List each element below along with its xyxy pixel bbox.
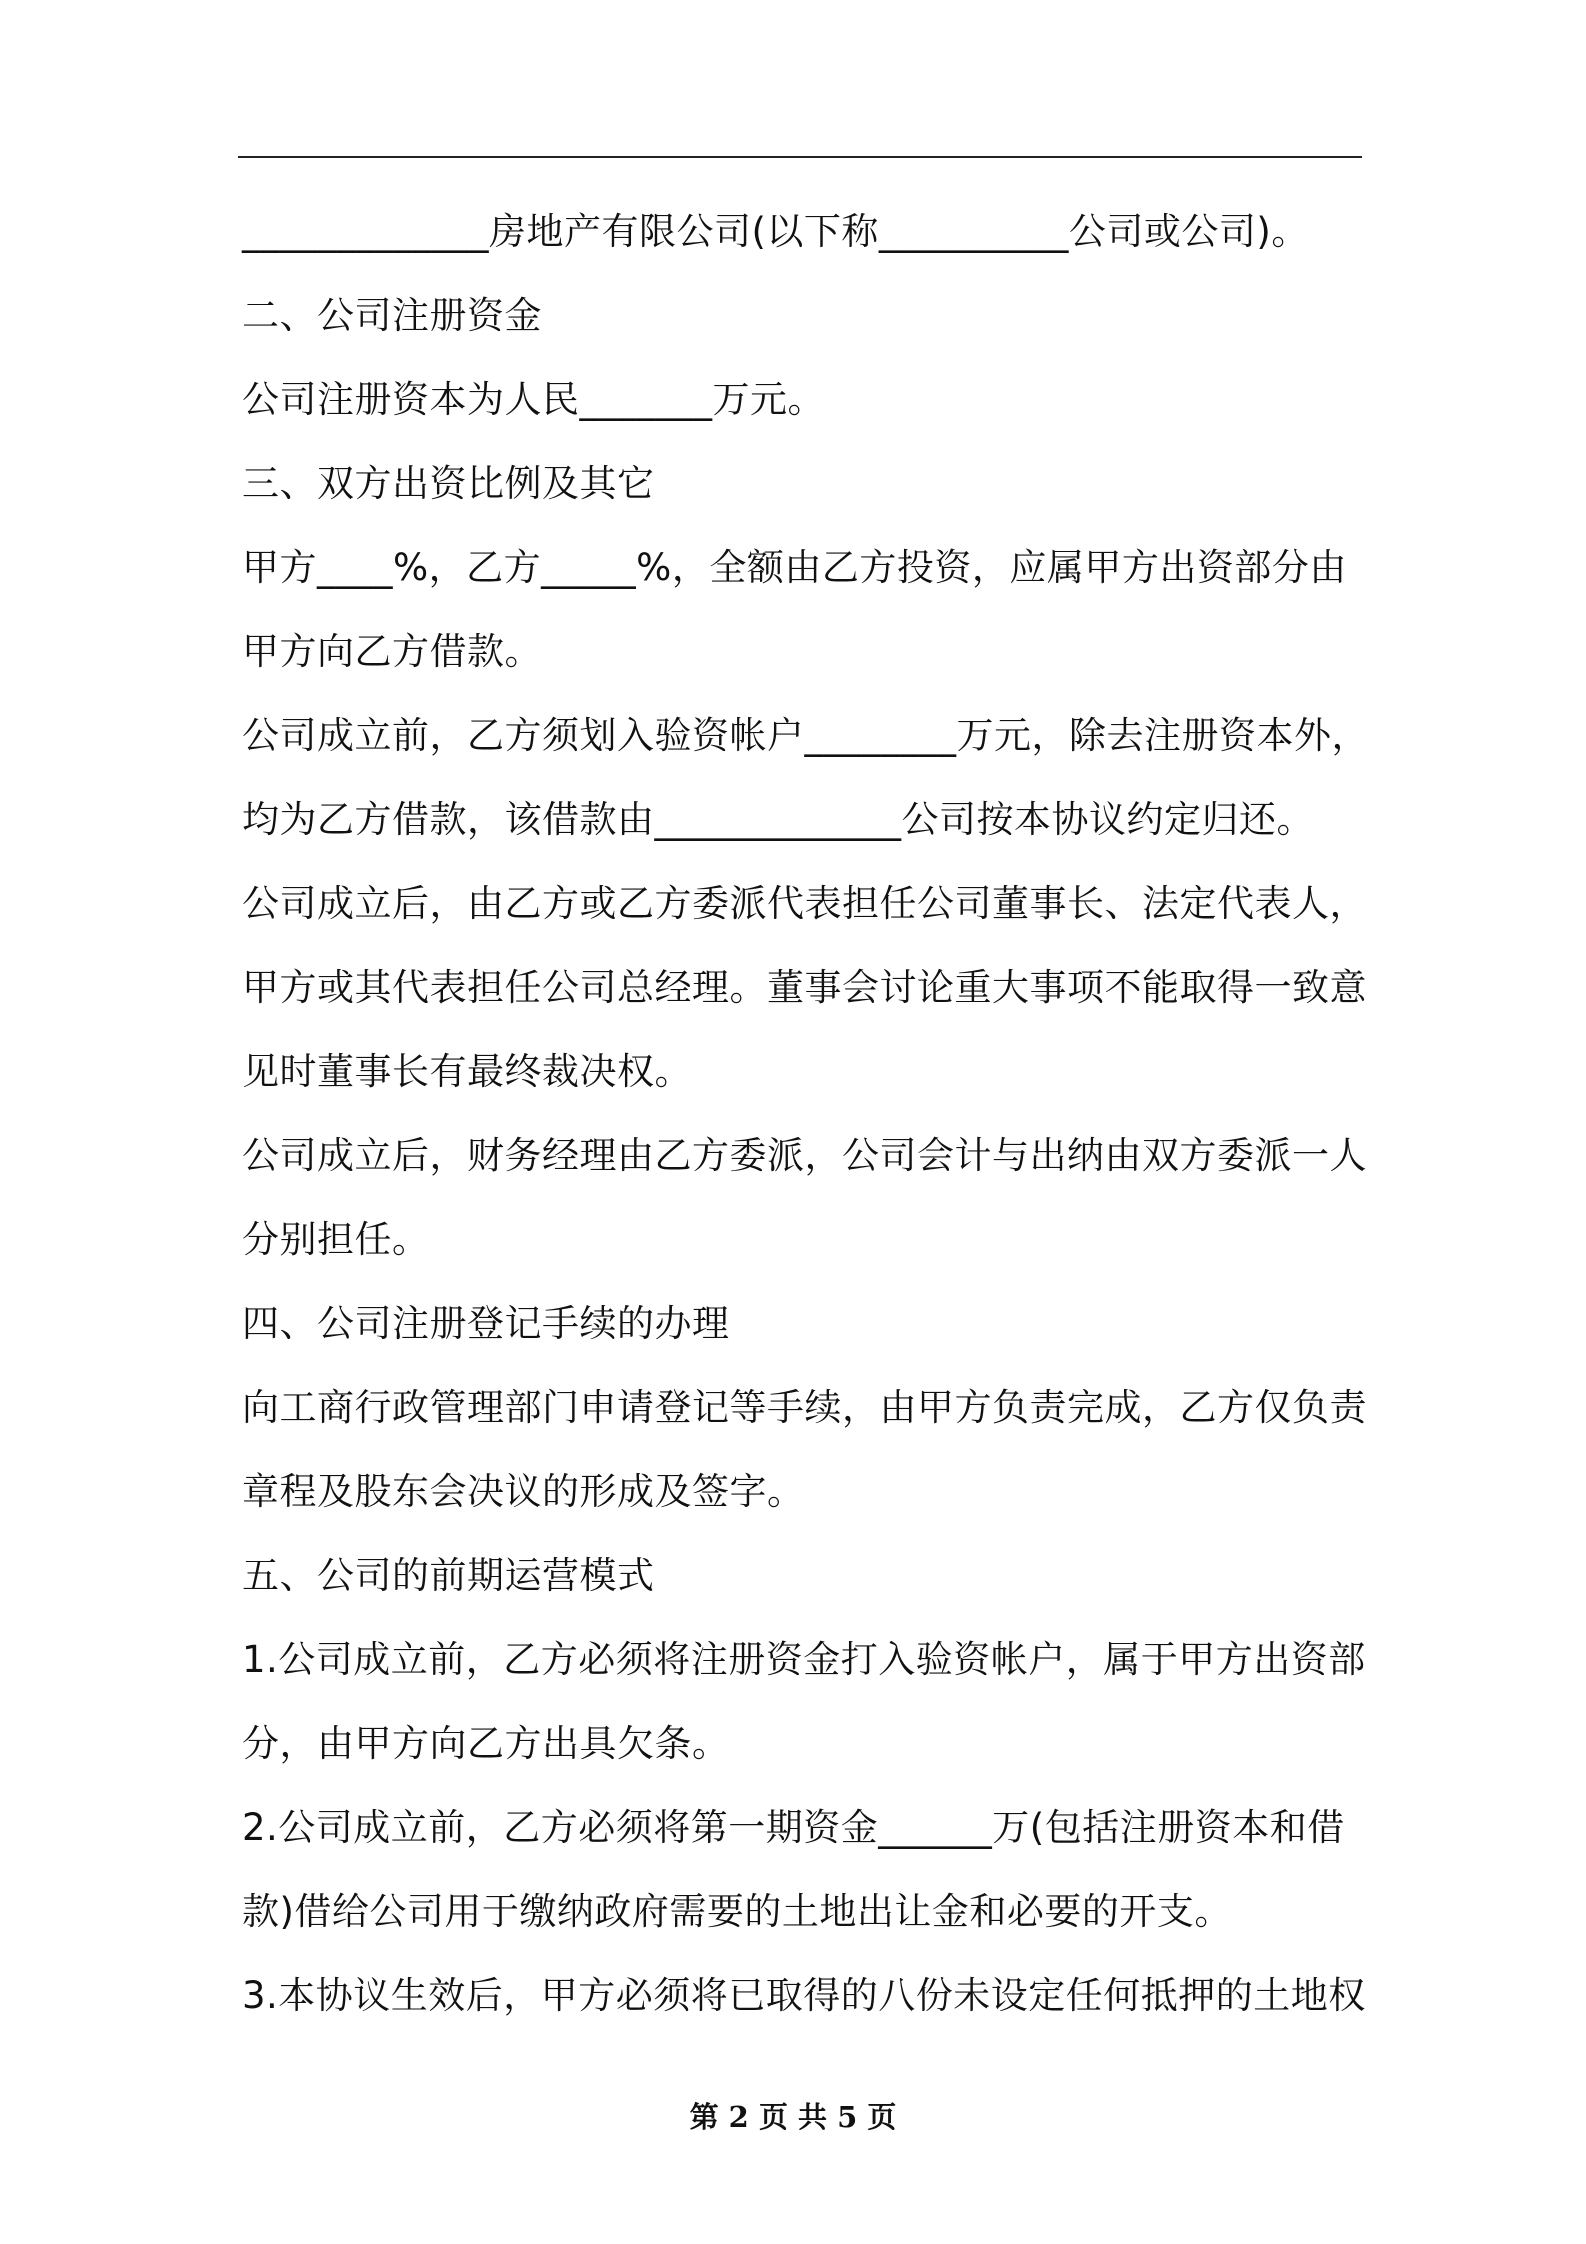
section-heading: 五、公司的前期运营模式	[242, 1554, 655, 1597]
text-line: 甲方____%，乙方_____%，全额由乙方投资，应属甲方出资部分由	[242, 546, 1347, 589]
section-heading: 三、双方出资比例及其它	[242, 462, 655, 505]
text-line: 甲方向乙方借款。	[242, 630, 542, 673]
text-line: 公司注册资本为人民_______万元。	[242, 378, 825, 421]
document-body	[242, 190, 1369, 2038]
text-line: 见时董事长有最终裁决权。	[242, 1050, 692, 1093]
text-line: 分，由甲方向乙方出具欠条。	[242, 1722, 730, 1765]
text-line: 甲方或其代表担任公司总经理。董事会讨论重大事项不能取得一致意	[242, 966, 1367, 1009]
text-line: 分别担任。	[242, 1218, 430, 1261]
text-line: 公司成立后，由乙方或乙方委派代表担任公司董事长、法定代表人，	[242, 882, 1367, 925]
section-heading: 二、公司注册资金	[242, 294, 542, 337]
text-line: 2.公司成立前，乙方必须将第一期资金______万(包括注册资本和借	[242, 1806, 1345, 1849]
text-line: _____________房地产有限公司(以下称__________公司或公司)。	[242, 210, 1309, 253]
text-line: 款)借给公司用于缴纳政府需要的土地出让金和必要的开支。	[242, 1890, 1232, 1933]
text-line: 3.本协议生效后，甲方必须将已取得的八份未设定任何抵押的土地权	[242, 1974, 1366, 2017]
text-line: 公司成立后，财务经理由乙方委派，公司会计与出纳由双方委派一人	[242, 1134, 1367, 1177]
text-line: 向工商行政管理部门申请登记等手续，由甲方负责完成，乙方仅负责	[242, 1386, 1367, 1429]
text-line: 公司成立前，乙方须划入验资帐户________万元，除去注册资本外，	[242, 714, 1369, 757]
text-line: 均为乙方借款，该借款由_____________公司按本协议约定归还。	[242, 798, 1314, 841]
text-line: 1.公司成立前，乙方必须将注册资金打入验资帐户，属于甲方出资部	[242, 1638, 1366, 1681]
text-line: 章程及股东会决议的形成及签字。	[242, 1470, 805, 1513]
page-number: 第 2 页 共 5 页	[689, 2100, 897, 2134]
header-divider	[238, 156, 1362, 158]
section-heading: 四、公司注册登记手续的办理	[242, 1302, 730, 1345]
